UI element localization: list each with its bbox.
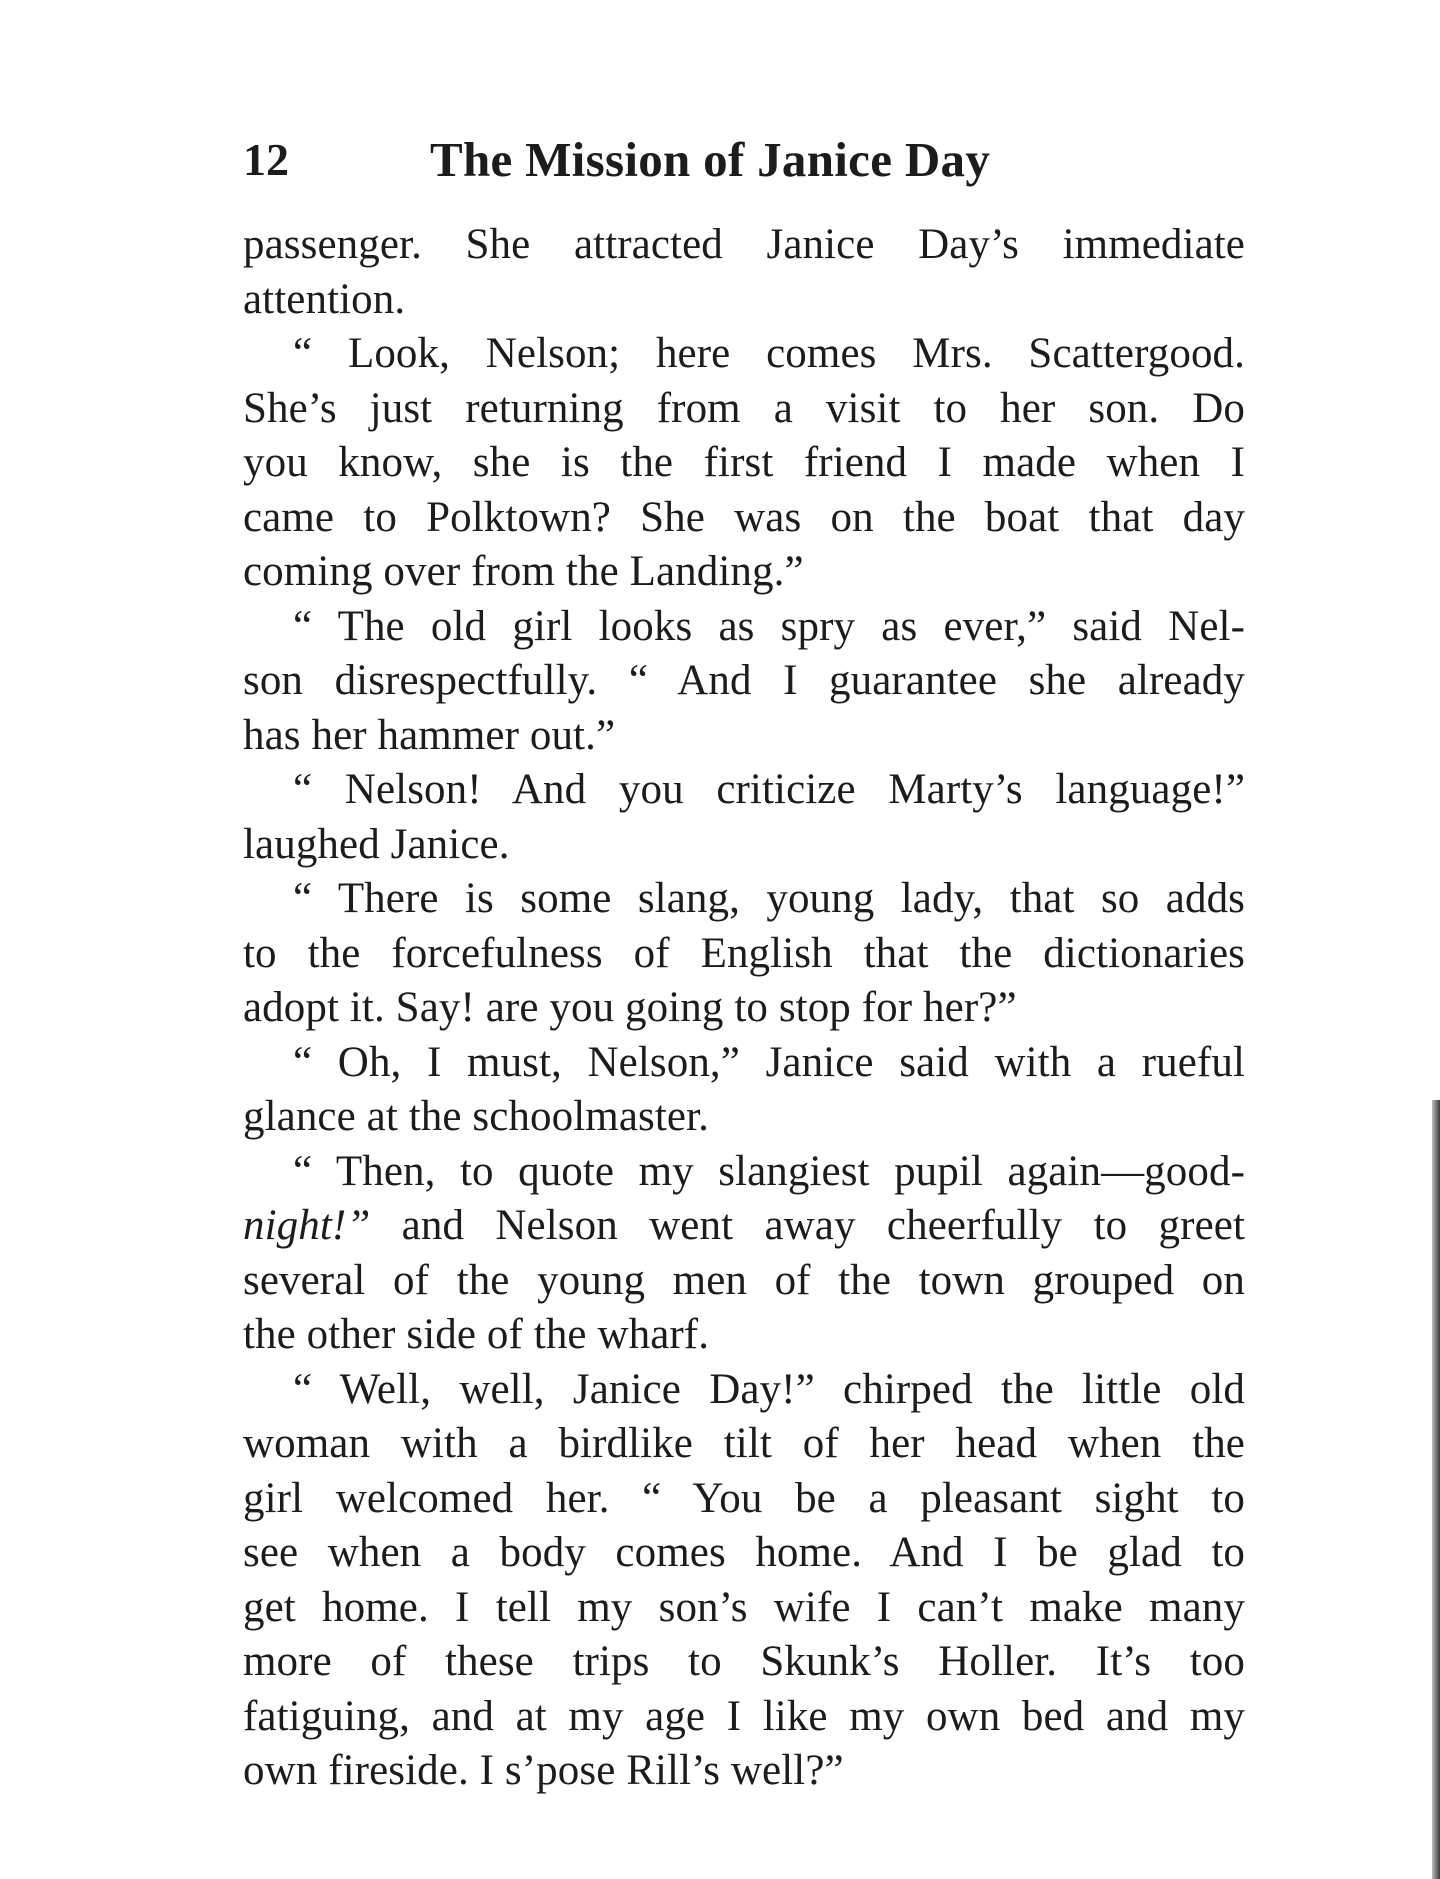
running-title: The Mission of Janice Day [430, 132, 991, 187]
body-text [243, 218, 1245, 1799]
text-line: to the forcefulness of English that the dictionaries [243, 929, 1245, 977]
text-line: passenger. She attracted Janice Day’s immediate [243, 221, 1245, 268]
text-line: girl welcomed her. “ You be a pleasant sight to [243, 1474, 1245, 1522]
text-line: came to Polktown? She was on the boat that day [243, 493, 1245, 541]
text-line: “ Nelson! And you criticize Marty’s language!” [293, 766, 1245, 813]
page-number: 12 [243, 134, 289, 185]
text-line: “ There is some slang, young lady, that so adds [293, 875, 1245, 922]
text-line: fatiguing, and at my age I like my own bed and my [243, 1692, 1245, 1740]
page-binding-edge [1432, 1100, 1440, 1879]
text-line: night!” and Nelson went away cheerfully to greet [243, 1202, 1245, 1249]
text-line: She’s just returning from a visit to her son. Do [243, 384, 1245, 432]
text-line: has her hammer out.” [243, 711, 616, 759]
text-line: several of the young men of the town grouped on [243, 1256, 1245, 1304]
text-line: woman with a birdlike tilt of her head when the [243, 1420, 1245, 1467]
text-line: glance at the schoolmaster. [243, 1093, 709, 1140]
text-line: more of these trips to Skunk’s Holler. It’s too [243, 1638, 1245, 1685]
text-line: “ Oh, I must, Nelson,” Janice said with a rueful [293, 1038, 1245, 1086]
page-header [243, 130, 1243, 190]
text-line: son disrespectfully. “ And I guarantee she already [243, 657, 1245, 704]
text-line: laughed Janice. [243, 820, 510, 868]
text-line: the other side of the wharf. [243, 1311, 710, 1358]
text-line: “ Then, to quote my slangiest pupil again—good- [293, 1147, 1245, 1195]
text-line: own fireside. I s’pose Rill’s well?” [243, 1747, 844, 1794]
text-line: see when a body comes home. And I be glad to [243, 1529, 1245, 1576]
text-line: “ The old girl looks as spry as ever,” said Nel- [293, 602, 1245, 650]
text-line: you know, she is the first friend I made when I [243, 439, 1245, 486]
text-line: “ Well, well, Janice Day!” chirped the little old [293, 1365, 1245, 1413]
italic-emphasis: night!” [243, 1202, 371, 1249]
text-line: attention. [243, 275, 406, 323]
text-line: coming over from the Landing.” [243, 548, 804, 595]
text-line: “ Look, Nelson; here comes Mrs. Scattergood. [293, 330, 1245, 377]
text-line: get home. I tell my son’s wife I can’t make many [243, 1583, 1245, 1631]
text-line: adopt it. Say! are you going to stop for her?” [243, 984, 1017, 1031]
